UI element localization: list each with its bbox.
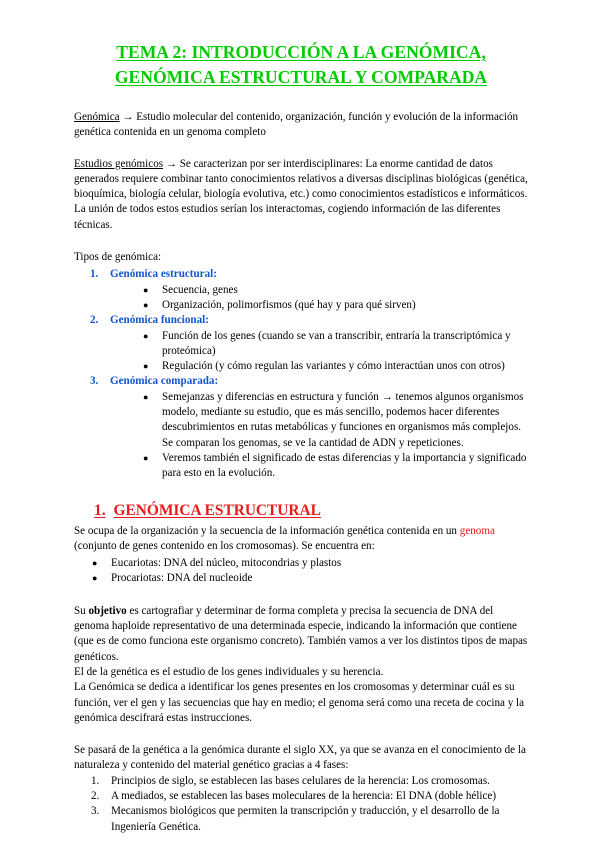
- tipo-sublist: [110, 329, 528, 375]
- tipo-number: 2.: [90, 314, 99, 327]
- tipo-number: 1.: [90, 268, 99, 281]
- tipos-intro: Tipos de genómica:: [74, 251, 162, 264]
- objetivo-paragraph: Su objetivo es cartografiar y determinar de forma completa y precisa la secuencia de DNA del genoma haploide representativo de una determinada especie, indicando la información que contiene (que es de como funciona este organismo concreto). También vamos a ver los distintos tipos de mapas genéticos.: [74, 604, 528, 663]
- estudios-text: → Se caracterizan por ser interdisciplinares: La enorme cantidad de datos generados requiere combinar tanto conocimientos relativos a diversas disciplinas biológicas (genética, bioquímica, biología celular, biología evolutiva, etc.) como conocimientos estadísticos e informáticos.: [74, 157, 528, 201]
- bullet-icon: ●: [92, 558, 98, 569]
- list-item: ● Veremos también el significado de estas diferencias y la importancia y significado para esto en la evolución.: [143, 451, 527, 480]
- estudios-text2: La unión de todos estos estudios serían los interactomas, cogiendo información de las diferentes técnicas.: [74, 203, 501, 231]
- list-item: 2. A mediados, se establecen las bases moleculares de la herencia: El DNA (doble hélice): [91, 789, 497, 802]
- genoma-term: genoma: [459, 524, 495, 537]
- tipo-sublist: [110, 283, 528, 314]
- list-item: ● Regulación (y cómo regulan las variantes y cómo interactúan unos con otros): [162, 359, 528, 374]
- list-item: ● Secuencia, genes: [162, 283, 528, 298]
- bullet-icon: ●: [143, 452, 149, 463]
- tipo-label: Genómica funcional:: [110, 314, 209, 327]
- organism-list: [74, 556, 528, 587]
- document-title: TEMA 2: INTRODUCCIÓN A LA GENÓMICA, GENÓMICA ESTRUCTURAL Y COMPARADA: [114, 42, 488, 87]
- tipos-list: [74, 267, 528, 481]
- bullet-icon: ●: [143, 299, 149, 310]
- genomica-definition: [74, 110, 528, 141]
- tipo-item: [90, 313, 528, 374]
- estudios-definition: [74, 157, 528, 203]
- tipo-number: 3.: [90, 375, 99, 388]
- section-title: GENÓMICA ESTRUCTURAL: [113, 501, 321, 519]
- estudios-term: Estudios genómicos: [74, 157, 164, 170]
- fases-intro: Se pasará de la genética a la genómica durante el siglo XX, ya que se avanza en el conocimiento de la naturaleza y contenido del material genético gracias a 4 fases:: [74, 744, 526, 772]
- objetivo-term: objetivo: [88, 604, 127, 617]
- genetica-paragraph: El de la genética es el estudio de los genes individuales y su herencia.: [74, 665, 384, 678]
- section-intro: Se ocupa de la organización y la secuencia de la información genética contenida en un genoma (conjunto de genes contenido en los cromosomas). Se encuentra en:: [74, 524, 495, 552]
- list-item: ● Organización, polimorfismos (qué hay y para qué sirven): [162, 298, 528, 313]
- list-item: 3. Mecanismos biológicos que permiten la transcripción y traducción, y el desarrollo de la Ingeniería Genética.: [91, 805, 500, 833]
- genomica-paragraph: La Genómica se dedica a identificar los genes presentes en los cromosomas y determinar cuál es su función, ver el gen y las secuencias que hay en medio; el genoma será como una receta de cocina y la genómica descifrará estas instrucciones.: [74, 681, 525, 724]
- bullet-icon: ●: [92, 573, 98, 584]
- bullet-icon: ●: [143, 391, 149, 402]
- section-number: 1.: [94, 501, 106, 519]
- section-heading: [94, 500, 528, 522]
- genomica-text: → Estudio molecular del contenido, organización, función y evolución de la información genética contenida en un genoma completo: [74, 111, 519, 139]
- tipo-label: Genómica comparada:: [110, 375, 219, 388]
- phases-list: [74, 774, 528, 835]
- tipo-item: [90, 374, 528, 481]
- bullet-icon: ●: [143, 361, 149, 372]
- genomica-term: Genómica: [74, 111, 120, 123]
- list-item: ● Procariotas: DNA del nucleoide: [111, 571, 528, 586]
- tipo-sublist: [110, 390, 528, 482]
- list-item: ● Semejanzas y diferencias en estructura y función → tenemos algunos organismos modelo, mediante su estudio, que es más sencillo, podemos hacer diferentes descubrimientos en rutas metabólicas y funciones en organismos más complejos. Se comparan los genomas, se ve la cantidad de ADN y repeticiones.: [143, 390, 524, 449]
- tipo-item: [90, 267, 528, 313]
- list-item: ● Eucariotas: DNA del núcleo, mitocondrias y plastos: [111, 556, 528, 571]
- list-item: 1. Principios de siglo, se establecen las bases celulares de la herencia: Los cromosomas.: [91, 774, 490, 787]
- list-item: ● Función de los genes (cuando se van a transcribir, entraría la transcriptómica y proteómica): [143, 329, 511, 357]
- bullet-icon: ●: [143, 330, 149, 341]
- tipo-label: Genómica estructural:: [110, 268, 217, 281]
- bullet-icon: ●: [143, 284, 149, 295]
